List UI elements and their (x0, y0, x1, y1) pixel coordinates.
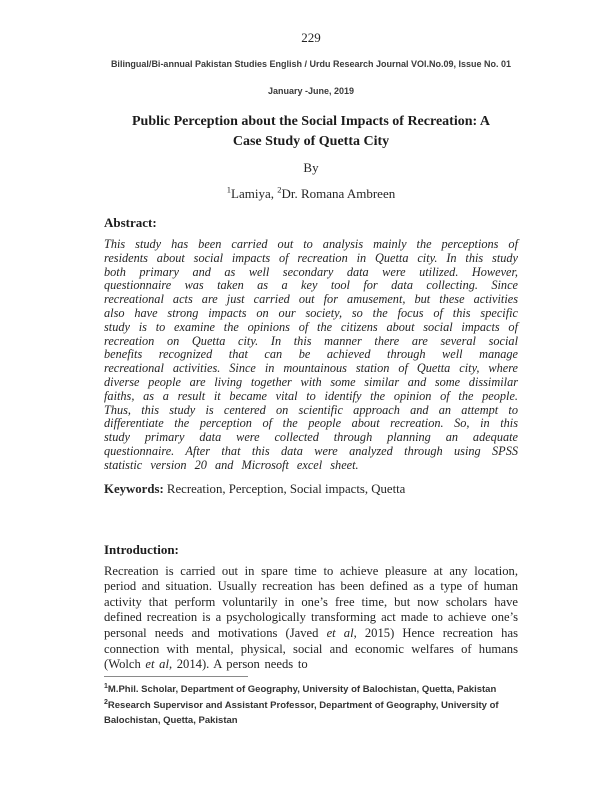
author2-superscript: 2 (277, 184, 282, 195)
citation-et-al: et al (326, 625, 354, 640)
article-title-line-1: Public Perception about the Social Impacts of Recreation: A (131, 114, 490, 129)
footnote-1-superscript: 1 (104, 682, 108, 690)
citation-et-al: et al (145, 657, 169, 672)
introduction-segment: Recreation is carried out in spare time to achieve pleasure at any location, period and situation. Usually recreation has been defined as a type of human activity that perform voluntarily in one’s free time, but now scholars have defined recreation is a psychologically transforming act made to achieve one’s personal needs and motivations (Javed (104, 563, 518, 640)
author1-name: Lamiya, (231, 186, 278, 201)
introduction-heading: Introduction: (104, 541, 179, 557)
page-number: 229 (301, 30, 321, 45)
journal-header: Bilingual/Bi-annual Pakistan Studies English / Urdu Research Journal VOl.No.09, Issue No. 01 (110, 59, 512, 69)
keywords-label: Keywords: (104, 481, 164, 496)
author1-superscript: 1 (226, 184, 232, 195)
footnote-1-text: M.Phil. Scholar, Department of Geography, University of Balochistan, Quetta, Pakistan (107, 684, 497, 695)
introduction-segment: , 2014). A person needs to (168, 657, 308, 672)
footnote-2-text: Research Supervisor and Assistant Professor, Department of Geography, University of Balochistan, Quetta, Pakistan (104, 699, 499, 726)
abstract-text: This study has been carried out to analysis mainly the perceptions of residents about social impacts of recreation in Quetta city. In this study both primary and as well secondary data were utilized. However, questionnaire was taken as a key tool for data collecting. Since recreational acts are just carried out for amusement, but these activities also have strong impacts on our society, so the focus of this specific study is to examine the opinions of the citizens about social impacts of recreation on Quetta city. In this manner there are several social benefits recognized that can be achieved through well manage recreational activities. Since in mountainous station of Quetta city, where diverse people are living together with some similar and some dissimilar faiths, as a result it became vital to identify the opinion of the people. Thus, this study is centered on scientific approach and an attempt to differentiate the perception of the people about recreation. So, in this study primary data were collected through planning an adequate questionnaire. After that this data were analyzed through using SPSS statistic version 20 and Microsoft excel sheet. (104, 237, 518, 472)
footnotes (104, 676, 506, 729)
keywords-text: Recreation, Perception, Social impacts, Quetta (163, 481, 406, 496)
introduction-segment: , 2015) Hence recreation has connection with mental, physical, social and economic welfares of humans (Wolch (104, 625, 518, 672)
footnote-2 (104, 698, 506, 729)
keywords-line (104, 482, 518, 496)
footnote-2-superscript: 2 (104, 698, 108, 706)
author2-name: Dr. Romana Ambreen (281, 186, 396, 201)
authors-line (104, 186, 518, 201)
byline: By (303, 160, 319, 175)
abstract-heading: Abstract: (104, 215, 157, 230)
footnote-separator (104, 676, 248, 677)
article-title-line-2: Case Study of Quetta City (232, 134, 390, 149)
issue-date: January -June, 2019 (267, 86, 355, 96)
introduction-text (104, 564, 518, 673)
footnote-1 (104, 682, 506, 698)
article-title (104, 112, 518, 152)
